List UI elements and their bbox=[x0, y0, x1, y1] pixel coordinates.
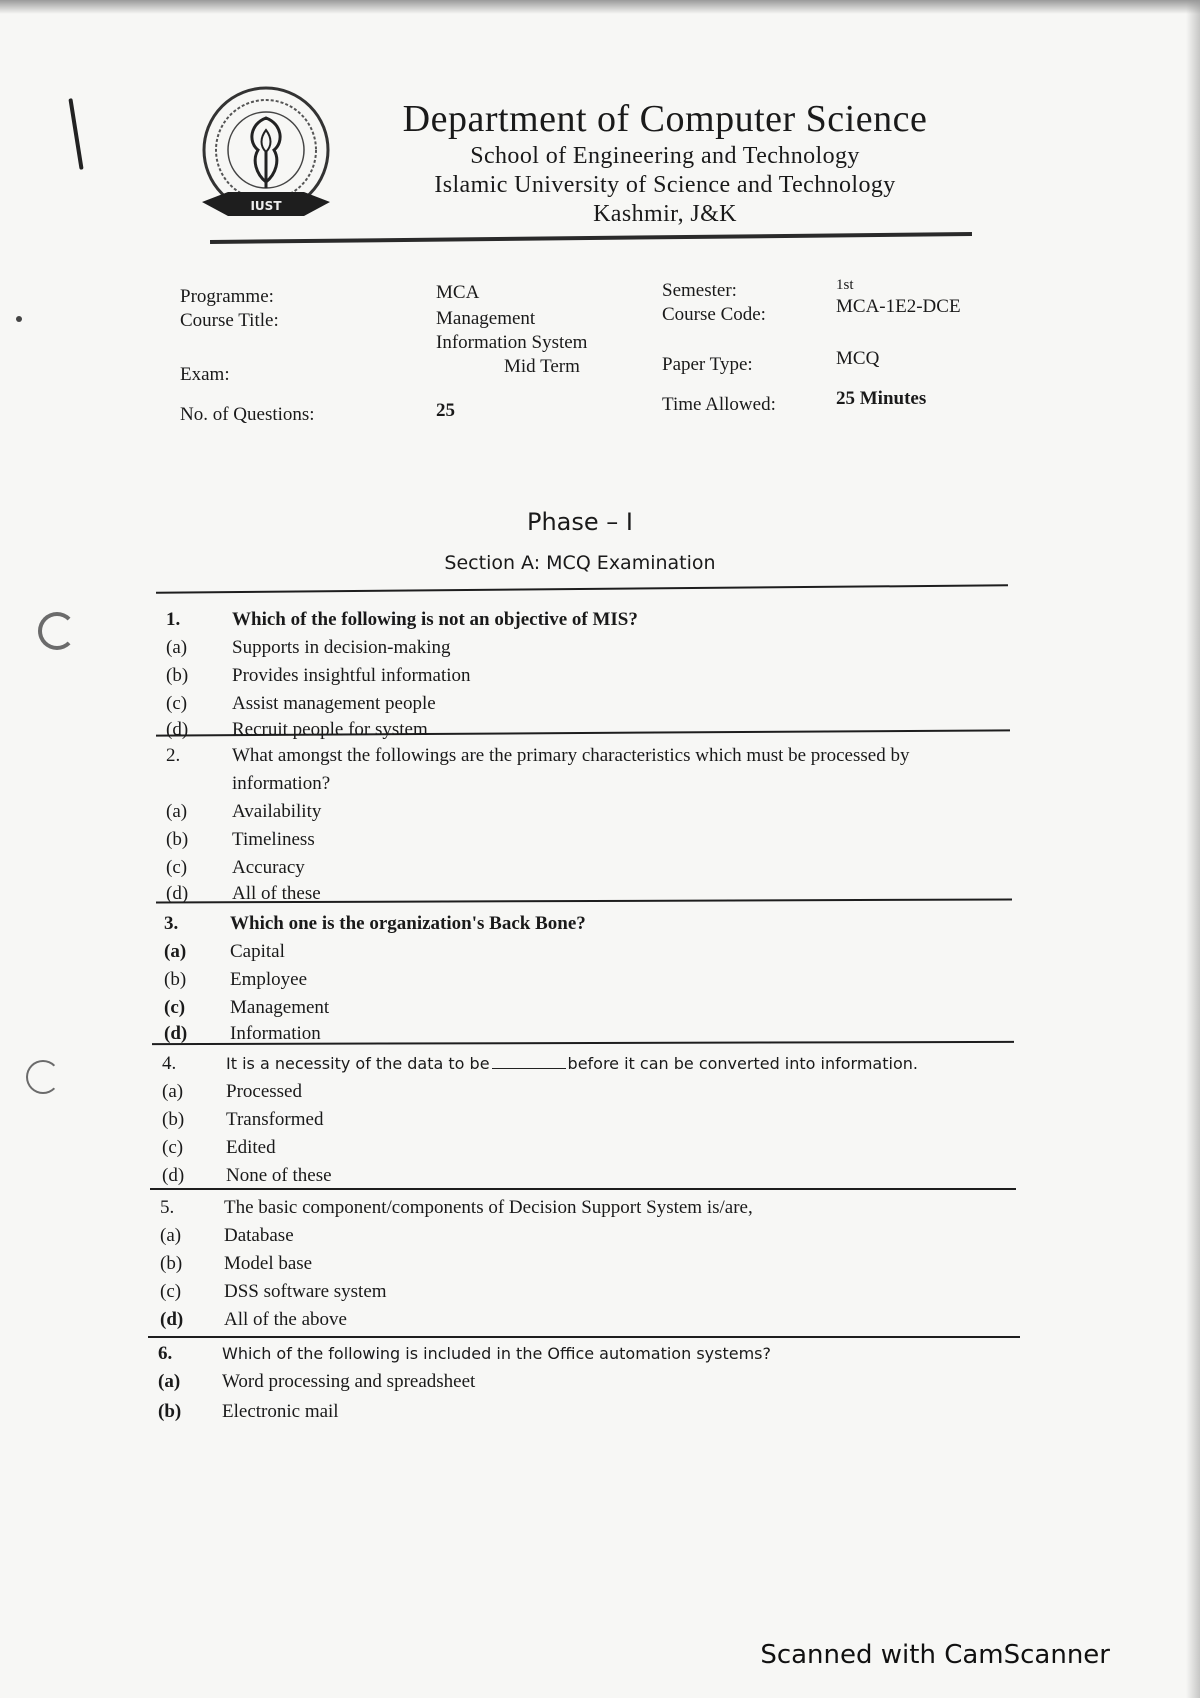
option-label: (b) bbox=[166, 665, 189, 686]
semester-label: Semester: bbox=[662, 280, 737, 301]
option-label: (a) bbox=[162, 1081, 184, 1102]
option-text: Timeliness bbox=[232, 829, 315, 850]
option-label: (a) bbox=[164, 941, 187, 962]
option-text: Employee bbox=[230, 969, 308, 990]
option-text: None of these bbox=[226, 1165, 332, 1186]
question-number: 6. bbox=[158, 1343, 173, 1364]
question-text bbox=[226, 1052, 918, 1076]
option-label: (a) bbox=[160, 1225, 182, 1246]
option-label: (b) bbox=[158, 1401, 182, 1422]
option-text: Model base bbox=[224, 1253, 313, 1274]
option-text: Processed bbox=[226, 1081, 302, 1102]
fill-in-blank bbox=[492, 1052, 566, 1069]
option-text: Assist management people bbox=[232, 693, 436, 714]
option-label: (d) bbox=[164, 1023, 188, 1044]
question-text-continued: information? bbox=[232, 773, 331, 794]
phase-heading: Phase – I bbox=[527, 508, 633, 536]
option-text: DSS software system bbox=[224, 1281, 387, 1302]
exam-label: Exam: bbox=[180, 364, 230, 385]
scanner-watermark: Scanned with CamScanner bbox=[760, 1640, 1110, 1670]
question-number: 4. bbox=[162, 1053, 177, 1074]
location: Kashmir, J&K bbox=[593, 201, 737, 227]
option-label: (a) bbox=[158, 1371, 181, 1392]
programme-value: MCA bbox=[436, 282, 480, 303]
paper-type-value: MCQ bbox=[836, 348, 880, 369]
option-label: (c) bbox=[164, 997, 186, 1018]
logo-text: IUST bbox=[250, 199, 282, 213]
course-title-value: Management bbox=[436, 308, 536, 329]
question-number: 3. bbox=[164, 913, 179, 934]
scan-edge-right bbox=[1186, 0, 1200, 1698]
question-text-after-blank: before it can be converted into information. bbox=[567, 1054, 918, 1073]
option-label: (b) bbox=[162, 1109, 185, 1130]
scan-speck bbox=[16, 316, 22, 322]
option-text: Word processing and spreadsheet bbox=[222, 1371, 476, 1392]
course-code-label: Course Code: bbox=[662, 304, 766, 325]
option-text: Recruit people for system bbox=[232, 719, 428, 740]
department-title: Department of Computer Science bbox=[402, 98, 928, 140]
option-text: Provides insightful information bbox=[232, 665, 471, 686]
option-text: Management bbox=[230, 997, 330, 1018]
option-text: Electronic mail bbox=[222, 1401, 339, 1422]
pen-mark bbox=[68, 98, 83, 170]
document-header bbox=[380, 96, 950, 229]
question-text: The basic component/components of Decision Support System is/are, bbox=[224, 1197, 753, 1218]
option-text: Accuracy bbox=[232, 857, 305, 878]
option-text: Database bbox=[224, 1225, 294, 1246]
questions-value: 25 bbox=[436, 400, 455, 421]
course-title-value-line2: Information System bbox=[436, 332, 588, 353]
paper-type-label: Paper Type: bbox=[662, 354, 753, 375]
time-allowed-label: Time Allowed: bbox=[662, 394, 776, 415]
option-label: (b) bbox=[166, 829, 189, 850]
course-code-value: MCA-1E2-DCE bbox=[836, 296, 961, 317]
option-text: Edited bbox=[226, 1137, 276, 1158]
question-number: 5. bbox=[160, 1197, 175, 1218]
option-text: Supports in decision-making bbox=[232, 637, 451, 658]
section-heading: Section A: MCQ Examination bbox=[444, 552, 716, 574]
option-text: Information bbox=[230, 1023, 321, 1044]
question-number: 2. bbox=[166, 745, 181, 766]
scan-edge-top bbox=[0, 0, 1200, 14]
option-text: Transformed bbox=[226, 1109, 324, 1130]
option-label: (b) bbox=[164, 969, 187, 990]
question-text: Which of the following is included in the Office automation systems? bbox=[222, 1344, 771, 1363]
option-label: (c) bbox=[166, 857, 188, 878]
option-label: (c) bbox=[162, 1137, 184, 1158]
option-label: (c) bbox=[166, 693, 188, 714]
option-text: Availability bbox=[232, 801, 322, 822]
question-divider bbox=[148, 1336, 1020, 1338]
option-label: (d) bbox=[162, 1165, 185, 1186]
option-label: (d) bbox=[166, 883, 189, 904]
option-label: (c) bbox=[160, 1281, 182, 1302]
university-seal-logo bbox=[198, 84, 334, 234]
programme-label: Programme: bbox=[180, 286, 274, 307]
exam-value: Mid Term bbox=[504, 356, 580, 377]
question-divider bbox=[156, 584, 1008, 593]
question-divider bbox=[150, 1188, 1016, 1190]
question-text-before-blank: It is a necessity of the data to be bbox=[226, 1054, 490, 1073]
punch-hole-mark bbox=[38, 612, 76, 650]
option-label: (d) bbox=[166, 719, 189, 740]
punch-hole-mark bbox=[26, 1060, 60, 1094]
option-label: (b) bbox=[160, 1253, 183, 1274]
question-text: What amongst the followings are the primary characteristics which must be processed by bbox=[232, 745, 910, 766]
question-text: Which one is the organization's Back Bone? bbox=[230, 913, 586, 934]
option-text: Capital bbox=[230, 941, 285, 962]
option-text: All of the above bbox=[224, 1309, 347, 1330]
option-label: (a) bbox=[166, 637, 188, 658]
option-label: (a) bbox=[166, 801, 188, 822]
question-text: Which of the following is not an objective of MIS? bbox=[232, 609, 638, 630]
option-text: All of these bbox=[232, 883, 321, 904]
semester-value: 1st bbox=[836, 277, 854, 293]
university-name: Islamic University of Science and Technology bbox=[434, 172, 896, 198]
school-name: School of Engineering and Technology bbox=[470, 143, 860, 169]
question-number: 1. bbox=[166, 609, 181, 630]
option-label: (d) bbox=[160, 1309, 184, 1330]
course-title-label: Course Title: bbox=[180, 310, 279, 331]
time-allowed-value: 25 Minutes bbox=[836, 388, 927, 409]
questions-label: No. of Questions: bbox=[180, 404, 315, 425]
